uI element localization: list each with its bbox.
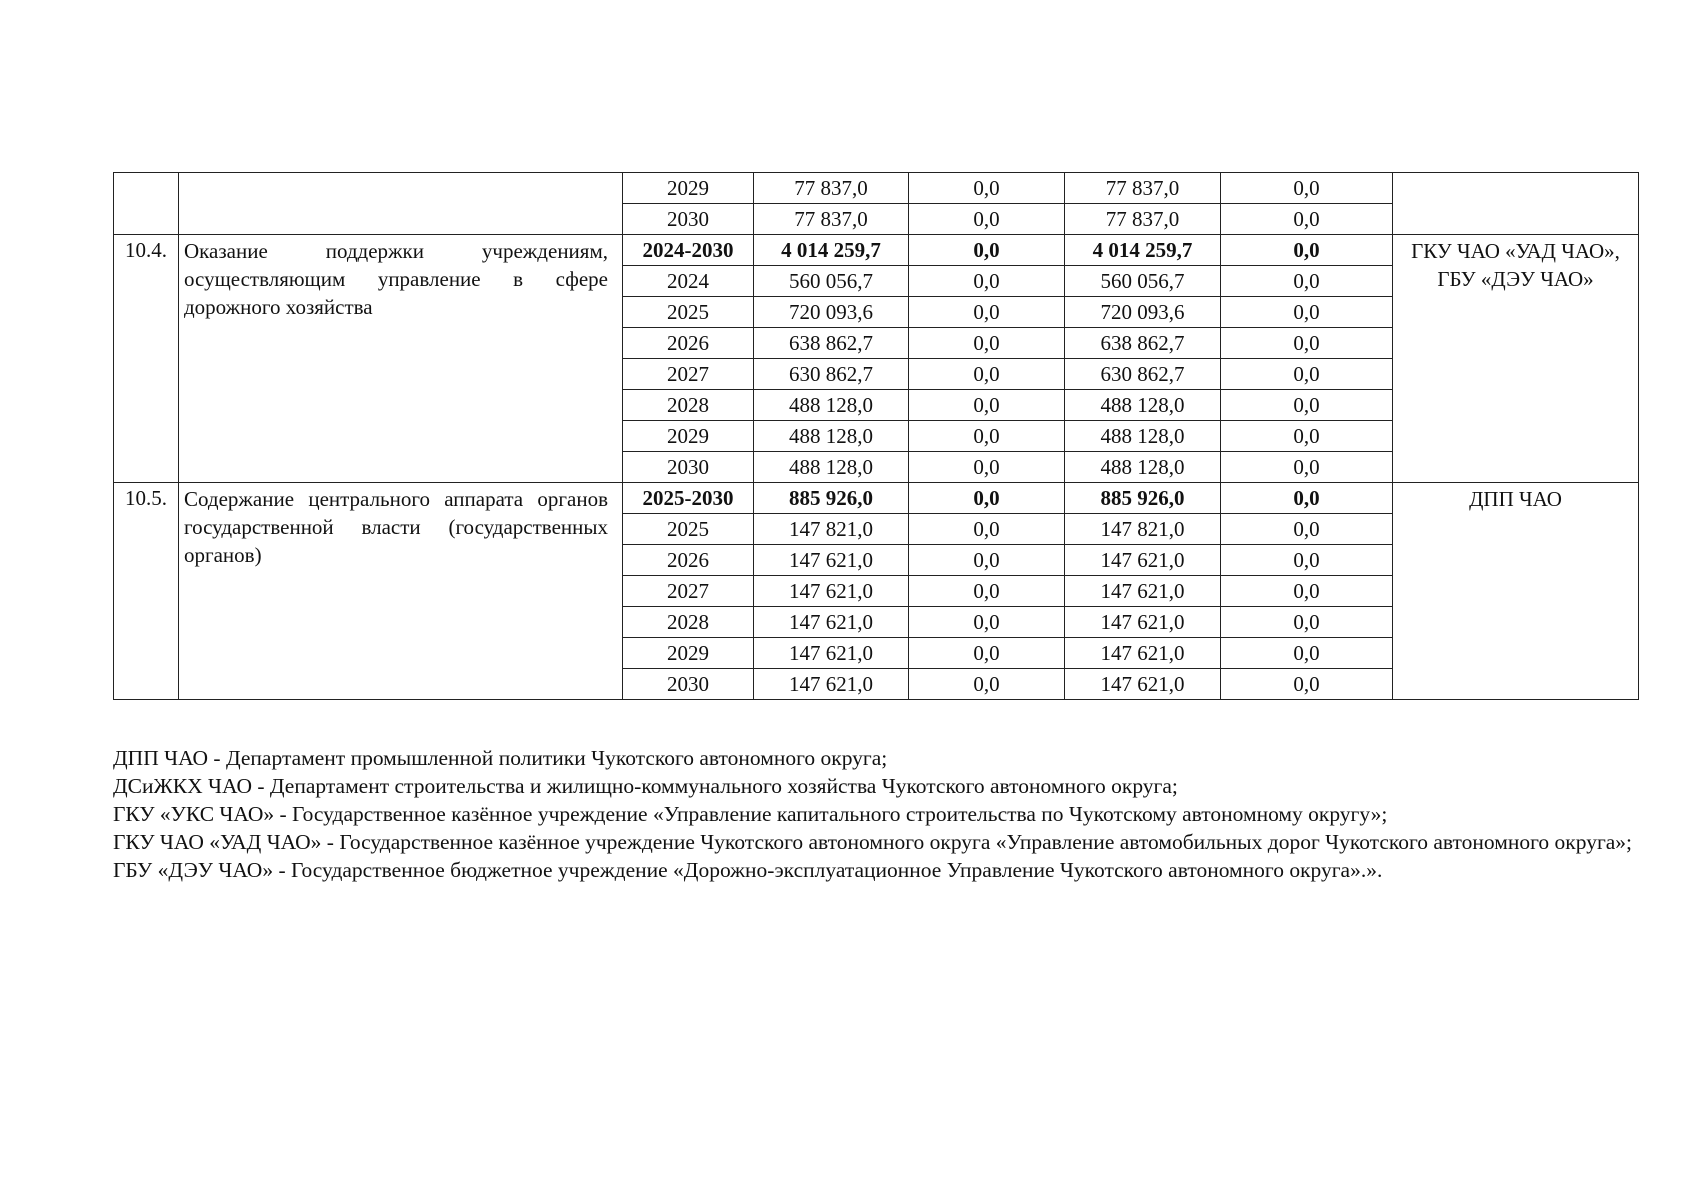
year-cell: 2030 [623, 204, 754, 235]
funding-table [113, 172, 1639, 700]
value-cell: 0,0 [1221, 266, 1393, 297]
value-cell: 0,0 [909, 390, 1065, 421]
row-number-cell: 10.5. [114, 483, 179, 700]
total-cell: 488 128,0 [754, 390, 909, 421]
value-cell: 0,0 [909, 266, 1065, 297]
value-cell: 0,0 [1221, 545, 1393, 576]
value-cell: 147 621,0 [1065, 638, 1221, 669]
value-cell: 0,0 [1221, 607, 1393, 638]
total-cell: 720 093,6 [754, 297, 909, 328]
total-cell: 560 056,7 [754, 266, 909, 297]
value-cell: 0,0 [909, 328, 1065, 359]
value-cell: 0,0 [909, 669, 1065, 700]
year-cell: 2026 [623, 545, 754, 576]
executor-cell [1393, 173, 1639, 235]
total-cell: 147 621,0 [754, 576, 909, 607]
value-cell: 0,0 [1221, 452, 1393, 483]
value-cell: 0,0 [1221, 576, 1393, 607]
value-cell: 0,0 [1221, 297, 1393, 328]
value-cell: 0,0 [1221, 483, 1393, 514]
value-cell: 0,0 [909, 483, 1065, 514]
value-cell: 0,0 [909, 607, 1065, 638]
value-cell: 0,0 [1221, 235, 1393, 266]
total-cell: 147 621,0 [754, 669, 909, 700]
value-cell: 0,0 [1221, 638, 1393, 669]
table-row [114, 173, 1639, 204]
value-cell: 77 837,0 [1065, 204, 1221, 235]
value-cell: 720 093,6 [1065, 297, 1221, 328]
year-cell: 2029 [623, 638, 754, 669]
value-cell: 0,0 [909, 638, 1065, 669]
value-cell: 0,0 [1221, 173, 1393, 204]
value-cell: 885 926,0 [1065, 483, 1221, 514]
value-cell: 147 621,0 [1065, 576, 1221, 607]
value-cell: 0,0 [909, 545, 1065, 576]
value-cell: 0,0 [1221, 359, 1393, 390]
total-cell: 638 862,7 [754, 328, 909, 359]
total-cell: 4 014 259,7 [754, 235, 909, 266]
total-cell: 488 128,0 [754, 421, 909, 452]
value-cell: 0,0 [1221, 390, 1393, 421]
year-cell: 2027 [623, 359, 754, 390]
value-cell: 0,0 [909, 297, 1065, 328]
value-cell: 0,0 [1221, 421, 1393, 452]
total-cell: 147 621,0 [754, 638, 909, 669]
value-cell: 147 621,0 [1065, 669, 1221, 700]
total-cell: 77 837,0 [754, 204, 909, 235]
year-cell: 2030 [623, 669, 754, 700]
value-cell: 0,0 [909, 514, 1065, 545]
year-cell: 2029 [623, 173, 754, 204]
total-cell: 885 926,0 [754, 483, 909, 514]
abbreviations-footnotes [113, 744, 1653, 884]
footnote: ГКУ «УКС ЧАО» - Государственное казённое учреждение «Управление капитального строительства по Чукотскому автономному округу»; [113, 802, 1388, 826]
total-cell: 77 837,0 [754, 173, 909, 204]
value-cell: 560 056,7 [1065, 266, 1221, 297]
value-cell: 0,0 [1221, 204, 1393, 235]
year-cell: 2024-2030 [623, 235, 754, 266]
year-cell: 2030 [623, 452, 754, 483]
total-cell: 488 128,0 [754, 452, 909, 483]
total-cell: 147 821,0 [754, 514, 909, 545]
value-cell: 147 621,0 [1065, 545, 1221, 576]
value-cell: 0,0 [1221, 669, 1393, 700]
footnote: ГКУ ЧАО «УАД ЧАО» - Государственное казённое учреждение Чукотского автономного округа «Управление автомобильных дорог Чукотского автономного округа»; [113, 830, 1633, 854]
executor-cell: ДПП ЧАО [1393, 483, 1639, 700]
value-cell: 0,0 [909, 204, 1065, 235]
year-cell: 2025-2030 [623, 483, 754, 514]
value-cell: 630 862,7 [1065, 359, 1221, 390]
year-cell: 2027 [623, 576, 754, 607]
value-cell: 4 014 259,7 [1065, 235, 1221, 266]
value-cell: 147 821,0 [1065, 514, 1221, 545]
table-row-total [114, 483, 1639, 514]
value-cell: 77 837,0 [1065, 173, 1221, 204]
value-cell: 638 862,7 [1065, 328, 1221, 359]
total-cell: 630 862,7 [754, 359, 909, 390]
row-number-cell: 10.4. [114, 235, 179, 483]
year-cell: 2025 [623, 297, 754, 328]
executor-cell: ГКУ ЧАО «УАД ЧАО», ГБУ «ДЭУ ЧАО» [1393, 235, 1639, 483]
footnote: ГБУ «ДЭУ ЧАО» - Государственное бюджетное учреждение «Дорожно-эксплуатационное Управление Чукотского автономного округа».». [113, 858, 1383, 882]
description-cell: Оказание поддержки учреждениям, осуществляющим управление в сфере дорожного хозяйства [179, 235, 623, 483]
value-cell: 0,0 [909, 235, 1065, 266]
value-cell: 0,0 [909, 173, 1065, 204]
value-cell: 488 128,0 [1065, 452, 1221, 483]
total-cell: 147 621,0 [754, 545, 909, 576]
footnote: ДСиЖКХ ЧАО - Департамент строительства и жилищно-коммунального хозяйства Чукотского автономного округа; [113, 774, 1178, 798]
year-cell: 2026 [623, 328, 754, 359]
table-row-total [114, 235, 1639, 266]
year-cell: 2024 [623, 266, 754, 297]
year-cell: 2028 [623, 390, 754, 421]
year-cell: 2029 [623, 421, 754, 452]
value-cell: 147 621,0 [1065, 607, 1221, 638]
value-cell: 488 128,0 [1065, 421, 1221, 452]
value-cell: 0,0 [909, 421, 1065, 452]
year-cell: 2025 [623, 514, 754, 545]
total-cell: 147 621,0 [754, 607, 909, 638]
description-cell [179, 173, 623, 235]
value-cell: 0,0 [909, 452, 1065, 483]
footnote: ДПП ЧАО - Департамент промышленной политики Чукотского автономного округа; [113, 746, 888, 770]
year-cell: 2028 [623, 607, 754, 638]
value-cell: 0,0 [1221, 514, 1393, 545]
row-number-cell [114, 173, 179, 235]
value-cell: 488 128,0 [1065, 390, 1221, 421]
description-cell: Содержание центрального аппарата органов государственной власти (государственных органов) [179, 483, 623, 700]
value-cell: 0,0 [909, 576, 1065, 607]
value-cell: 0,0 [1221, 328, 1393, 359]
value-cell: 0,0 [909, 359, 1065, 390]
